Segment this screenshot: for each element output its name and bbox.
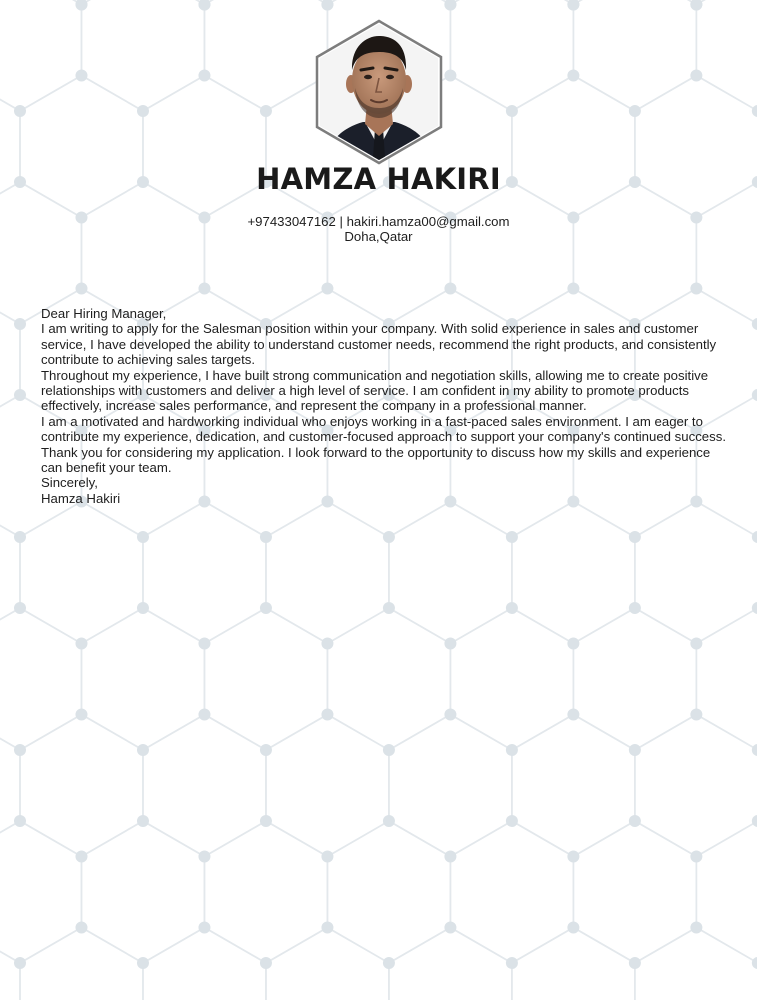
signature: Hamza Hakiri: [41, 490, 121, 506]
paragraph: I am writing to apply for the Salesman position within your company. With solid experience in sales and customer service, I have developed the ability to understand customer needs, recommend the right products, and consistently contribute to achieving sales targets.: [41, 321, 717, 368]
contact-block: [0, 214, 757, 244]
profile-photo-hexagon-icon: [313, 18, 445, 166]
closing: Sincerely,: [41, 475, 98, 491]
profile-photo: [313, 18, 445, 166]
paragraph: Throughout my experience, I have built strong communication and negotiation skills, allowing me to create positive relationships with customers and deliver a high level of service. I am confident in my ability to promote products effectively, increase sales performance, and represent the company in a professional manner.: [41, 367, 709, 414]
paragraph: Thank you for considering my application. I look forward to the opportunity to discuss how my skills and experience can benefit your team.: [41, 444, 711, 476]
letter-body: [41, 306, 731, 506]
salutation: Dear Hiring Manager,: [41, 306, 167, 321]
contact-line: +97433047162 | hakiri.hamza00@gmail.com: [247, 214, 510, 229]
location: Doha,Qatar: [344, 229, 413, 244]
applicant-name: HAMZA HAKIRI: [256, 162, 501, 196]
paragraph: I am a motivated and hardworking individual who enjoys working in a fast-paced sales environment. I am eager to contribute my experience, dedication, and customer-focused approach to support your company's continued success.: [41, 413, 726, 445]
